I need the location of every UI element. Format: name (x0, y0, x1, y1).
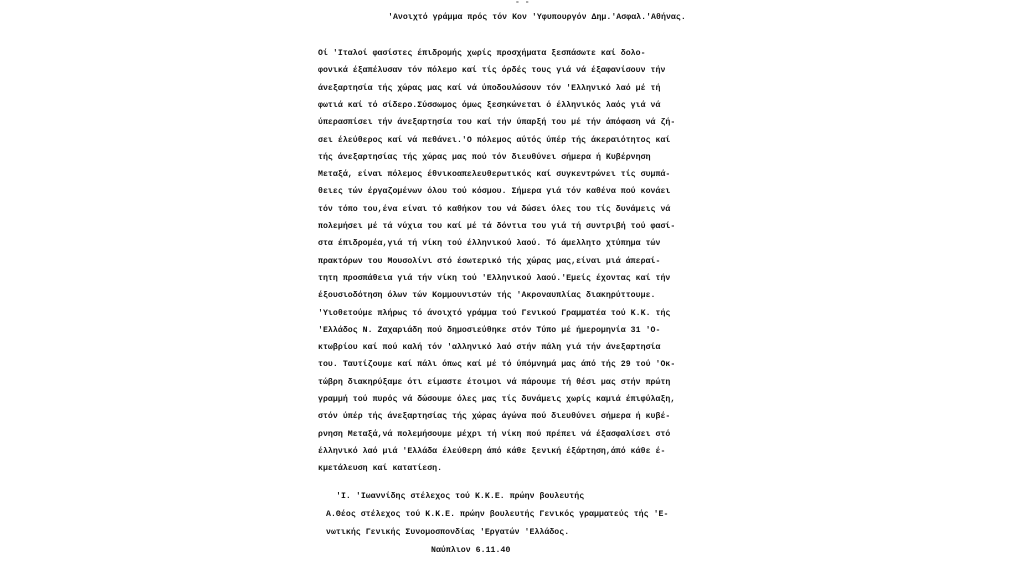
body-line: τητη προσπάθεια γιά τήν νίκη τού 'Ελληνικού λαού.'Εμείς έχοντας καί τήν (318, 273, 671, 283)
body-line: τόν τόπο του,ένα είναι τό καθήκον του νά δώσει όλες του τίς δυνάμεις νά (318, 204, 671, 214)
body-line: έξουσιοδότηση όλων τών Κομμουνιστών τής 'Ακροναυπλίας διακηρύττουμε. (318, 291, 656, 301)
body-line: φωτιά καί τό σίδερο.Σύσσωμος όμως ξεσηκώνεται ό έλληνικός λαός γιά νά (318, 100, 661, 110)
body-line: γραμμή τού πυρός νά δώσουμε όλες μας τίς δυνάμεις χωρίς καμιά έπιφύλαξη, (318, 395, 676, 404)
body-line: τώβρη διακηρύξαμε ότι είμαστε έτοιμοι νά πάρουμε τή θέσι μας στήν πρώτη (318, 377, 671, 387)
body-line: Οί 'Ιταλοί φασίστες έπιδρομής χωρίς προσχήματα ξεσπάσωτε καί δολο- (318, 49, 646, 58)
body-line: του. Ταυτίζουμε καί πάλι όπως καί μέ τό ύπόμνημά μας άπό τής 29 τού 'Οκ- (318, 360, 676, 370)
place-date-line: Ναύπλιον 6.11.40 (431, 546, 511, 555)
body-line: κτωβρίου καί πού καλή τόν 'αλληνικό λαό στήν πάλη γιά τήν άνεξαρτησία (318, 343, 661, 353)
body-line: στα έπιδρομέα,γιά τή νίκη τού έλληνικού λαού. Τό άμελλητο χτύπημα τών (318, 239, 661, 249)
typewritten-letter (318, 0, 728, 576)
top-mark: - - (515, 0, 530, 7)
body-line: σει έλεύθερος καί νά πεθάνει.'Ο πόλεμος αύτός ύπέρ τής άκεραιότητος καί (318, 135, 671, 145)
body-line: τής άνεξαρτησίας τής χώρας μας πού τόν διευθύνει σήμερα ή Κυβέρνηση (318, 152, 651, 162)
body-line: Μεταξά, είναι πόλεμος έθνικοαπελευθερωτικός καί συγκεντρώνει τίς συμπά- (318, 170, 671, 180)
body-line: στόν ύπέρ τής άνεξαρτησίας τής χώρας άγώνα πού διευθύνει σήμερα ή κυβέ- (318, 412, 671, 422)
body-line: έλληνικό λαό μιά 'Ελλάδα έλεύθερη άπό κάθε ξενική έξάρτηση,άπό κάθε έ- (318, 446, 666, 456)
body-line: θειες τών έργαζομένων όλου τού κόσμου. Σήμερα γιά τόν καθένα πού κονάει (318, 187, 671, 197)
body-line: κμετάλευση καί κατατίεση. (318, 464, 443, 474)
body-line: ύπερασπίσει τήν άνεξαρτησία του καί τήν ύπαρξή του μέ τήν άπόφαση νά ζή- (318, 118, 676, 128)
body-line: ρνηση Μεταξά,νά πολεμήσουμε μέχρι τή νίκη πού πρέπει νά έξασφαλίσει στό (318, 429, 671, 439)
body-line: 'Υιοθετούμε πλήρως τό άνοιχτό γράμμα τού Γενικού Γραμματέα τού Κ.Κ. τής (318, 308, 671, 318)
signature-line-3: νωτικής Γενικής Συνομοσπονδίας 'Εργατών 'Ελλάδος. (326, 528, 570, 537)
body-line: φονικά έξαπέλυσαν τόν πόλεμο καί τίς όρδές τους γιά νά έξαφανίσουν τήν (318, 66, 666, 76)
letter-title: 'Ανοιχτό γράμμα πρός τόν Κον 'Υφυπουργόν Δημ.'Ασφαλ.'Αθήνας. (388, 13, 686, 22)
body-line: πρακτόρων του Μουσολίνι στό έσωτερικό τής χώρας μας,είναι μιά άπεραί- (318, 256, 661, 266)
body-line: άνεξαρτησία τής χώρας μας καί νά ύποδουλώσουν τόν 'Ελληνικό λαό μέ τή (318, 83, 661, 93)
signature-line-1: 'Ι. 'Ιωαννίδης στέλεχος τού Κ.Κ.Ε. πρώην βουλευτής (336, 492, 585, 501)
body-line: πολεμήσει μέ τά νύχια του καί μέ τά δόντια του γιά τή συντριβή τού φασί- (318, 222, 676, 231)
body-line: 'Ελλάδος Ν. Ζαχαριάδη πού δημοσιεύθηκε στόν Τύπο μέ ήμερομηνία 31 'Ο- (318, 325, 661, 335)
signature-line-2: Α.Θέος στέλεχος τού Κ.Κ.Ε. πρώην βουλευτής Γενικός γραμματεύς τής 'Ε- (326, 510, 669, 519)
